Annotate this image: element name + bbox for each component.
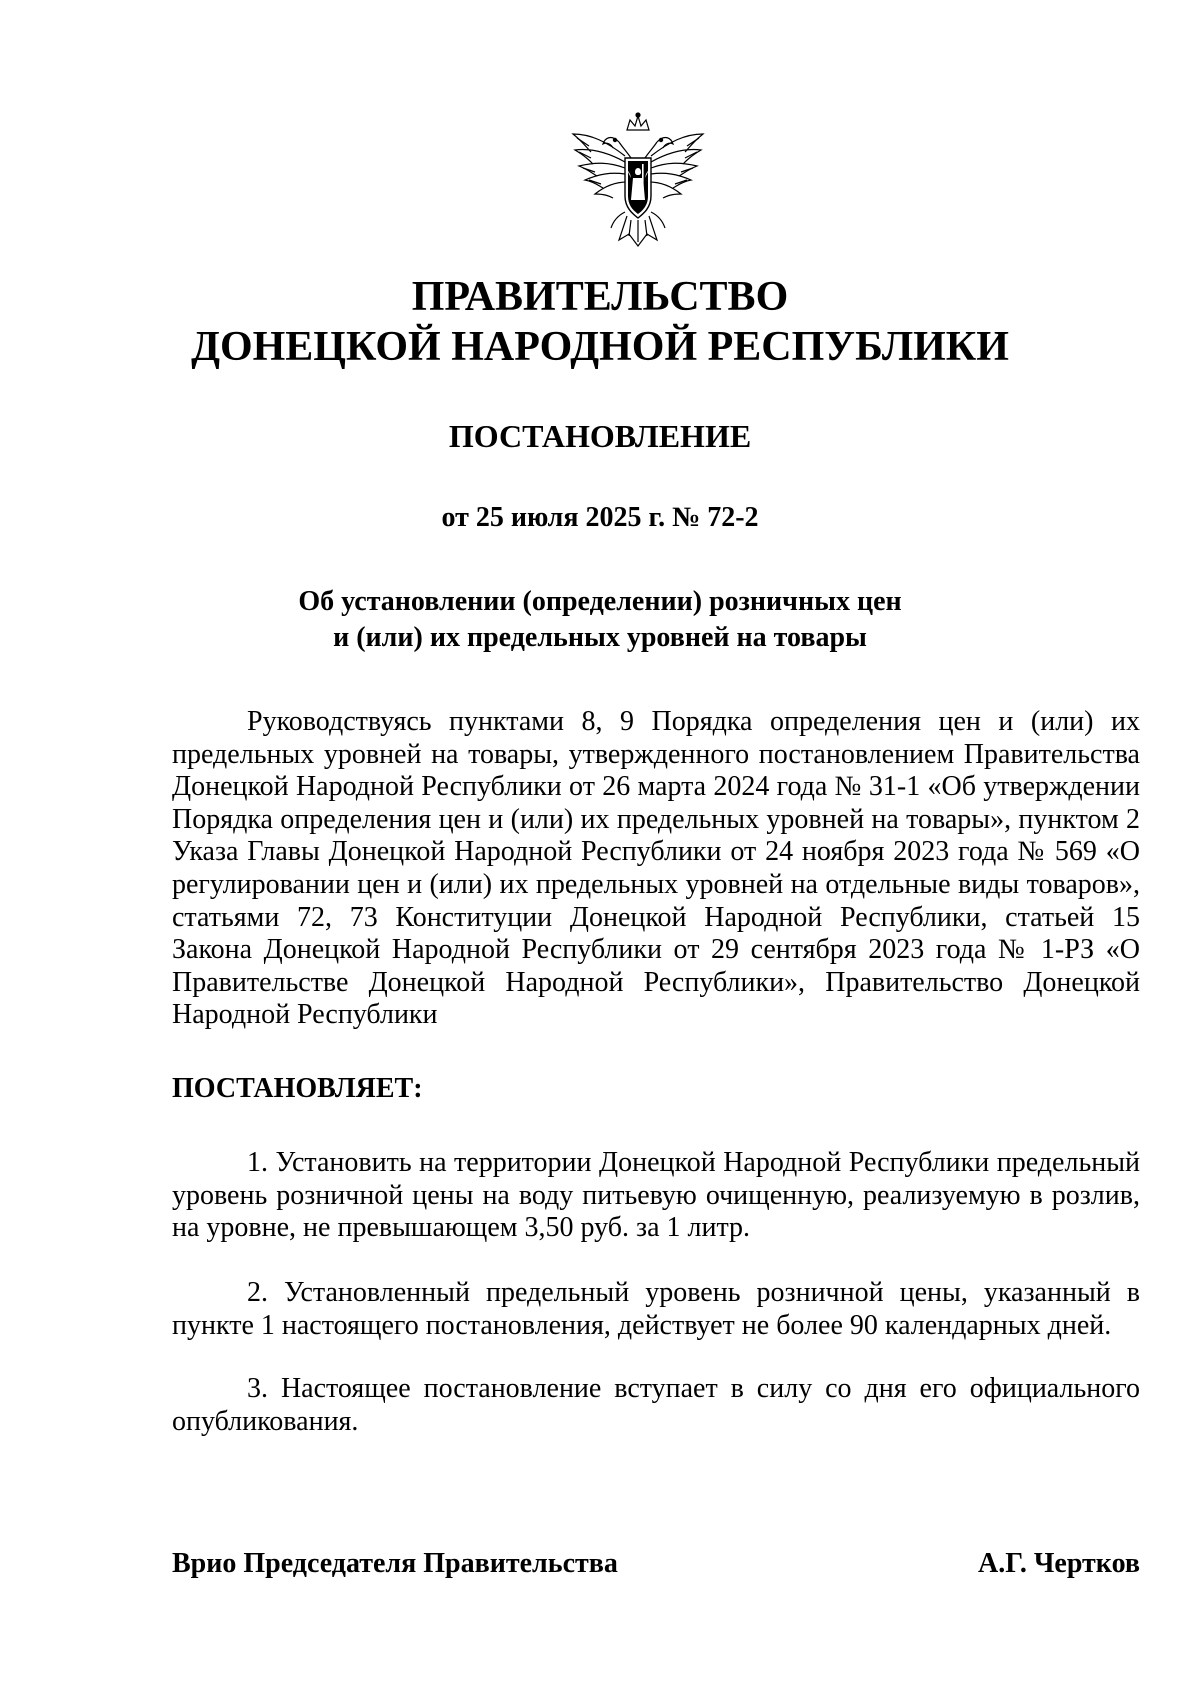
signatory-name: А.Г. Чертков (978, 1548, 1140, 1579)
preamble-paragraph: Руководствуясь пунктами 8, 9 Порядка определения цен и (или) их предельных уровней на товары, утвержденного постановлением Правительства Донецкой Народной Республики от 26 марта 2024 года № 31-1 «Об утверждении Порядка определения цен и (или) их предельных уровней на товары», пунктом 2 Указа Главы Донецкой Народной Республики от 24 ноября 2023 года № 569 «О регулировании цен и (или) их предельных уровней на отдельные виды товаров», статьями 72, 73 Конституции Донецкой Народной Республики, статьей 15 Закона Донецкой Народной Республики от 29 сентября 2023 года № 1-РЗ «О Правительстве Донецкой Народной Республики», Правительство Донецкой Народной Республики (172, 706, 1140, 1031)
government-name-line2: ДОНЕЦКОЙ НАРОДНОЙ РЕСПУБЛИКИ (191, 324, 1009, 370)
document-title-line1: Об установлении (определении) розничных цен (298, 586, 902, 617)
government-name-line1: ПРАВИТЕЛЬСТВО (411, 274, 789, 320)
resolution-item-2: 2. Установленный предельный уровень розничной цены, указанный в пункте 1 настоящего постановления, действует не более 90 календарных дней. (172, 1277, 1140, 1341)
document-date-number: от 25 июля 2025 г. № 72-2 (441, 502, 759, 533)
resolves-heading: ПОСТАНОВЛЯЕТ: (172, 1073, 423, 1104)
resolution-item-1: 1. Установить на территории Донецкой Народной Республики предельный уровень розничной цены на воду питьевую очищенную, реализуемую в розлив, на уровне, не превышающем 3,50 руб. за 1 литр. (172, 1147, 1140, 1244)
signatory-position: Врио Председателя Правительства (172, 1548, 618, 1579)
document-title-line2: и (или) их предельных уровней на товары (333, 622, 867, 653)
resolution-item-3: 3. Настоящее постановление вступает в силу со дня его официального опубликования. (172, 1373, 1140, 1437)
document-type: ПОСТАНОВЛЕНИЕ (448, 418, 752, 454)
coat-of-arms-icon (567, 112, 709, 254)
